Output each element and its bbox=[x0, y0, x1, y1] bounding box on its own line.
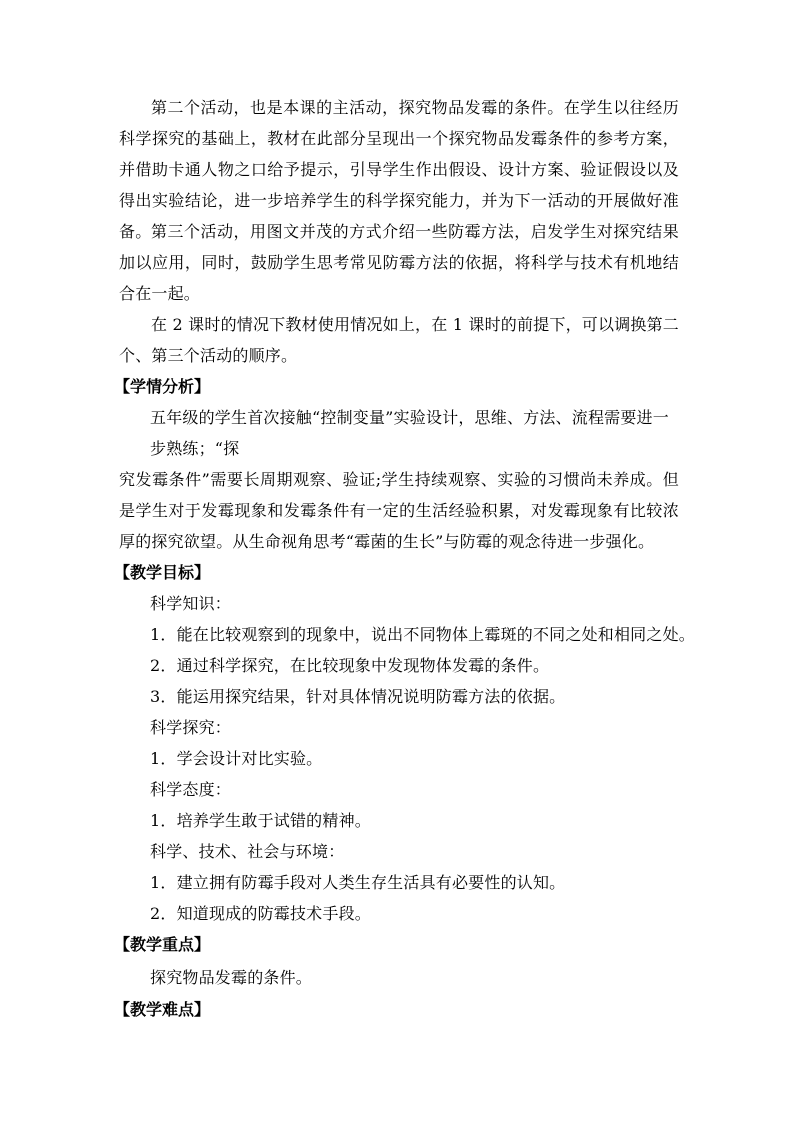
goal-knowledge-item-2: 2．通过科学探究，在比较现象中发现物体发霉的条件。 bbox=[150, 656, 550, 675]
goal-knowledge-title: 科学知识： bbox=[150, 594, 232, 613]
goal-inquiry-title: 科学探究： bbox=[150, 718, 232, 737]
analysis-paragraph-rest: 究发霉条件”需要长周期观察、验证;学生持续观察、实验的习惯尚未养成。但是学生对于发霉现象和发霉条件有一定的生活经验积累，对发霉现象有比较浓厚的探究欲望。从生命视角思考“霉菌的生长”与防霉的观念待进一步强化。 bbox=[119, 470, 679, 551]
goal-attitude-title: 科学态度： bbox=[150, 780, 232, 799]
heading-difficulty: 【教学难点】 bbox=[114, 1000, 211, 1019]
goal-society-title: 科学、技术、社会与环境： bbox=[150, 842, 345, 861]
key-point-text: 探究物品发霉的条件。 bbox=[150, 968, 313, 987]
heading-teaching-goals: 【教学目标】 bbox=[114, 563, 211, 582]
paragraph-lesson-order: 在 2 课时的情况下教材使用情况如上，在 1 课时的前提下，可以调换第二个、第三个活动的顺序。 bbox=[119, 315, 679, 365]
goal-society-item-2: 2．知道现成的防霉技术手段。 bbox=[150, 904, 371, 923]
paragraph-third-activity: 第三个活动，用图文并茂的方式介绍一些防霉方法，启发学生对探究结果加以应用，同时，鼓励学生思考常见防霉方法的依据，将科学与技术有机地结合在一起。 bbox=[119, 222, 679, 303]
goal-inquiry-item-1: 1．学会设计对比实验。 bbox=[150, 749, 323, 768]
goal-knowledge-item-3: 3．能运用探究结果，针对具体情况说明防霉方法的依据。 bbox=[150, 687, 566, 706]
goal-society-item-1: 1．建立拥有防霉手段对人类生存生活具有必要性的认知。 bbox=[150, 873, 566, 892]
analysis-line-2: 步熟练；“探 bbox=[150, 439, 240, 458]
analysis-line-1: 五年级的学生首次接触“控制变量”实验设计，思维、方法、流程需要进一 bbox=[150, 408, 669, 427]
goal-knowledge-item-1: 1．能在比较观察到的现象中，说出不同物体上霉斑的不同之处和相同之处。 bbox=[150, 625, 695, 644]
goal-attitude-item-1: 1．培养学生敢于试错的精神。 bbox=[150, 811, 371, 830]
heading-key-point: 【教学重点】 bbox=[114, 935, 211, 954]
paragraph-second-activity: 第二个活动，也是本课的主活动，探究物品发霉的条件。在学生以往经历科学探究的基础上，教材在此部分呈现出一个探究物品发霉条件的参考方案，并借助卡通人物之口给予提示，引导学生作出假设、设计方案、验证假设以及得出实验结论，进一步培养学生的科学探究能力，并为下一活动的开展做好准备。 bbox=[119, 98, 679, 241]
heading-student-analysis: 【学情分析】 bbox=[114, 377, 211, 396]
